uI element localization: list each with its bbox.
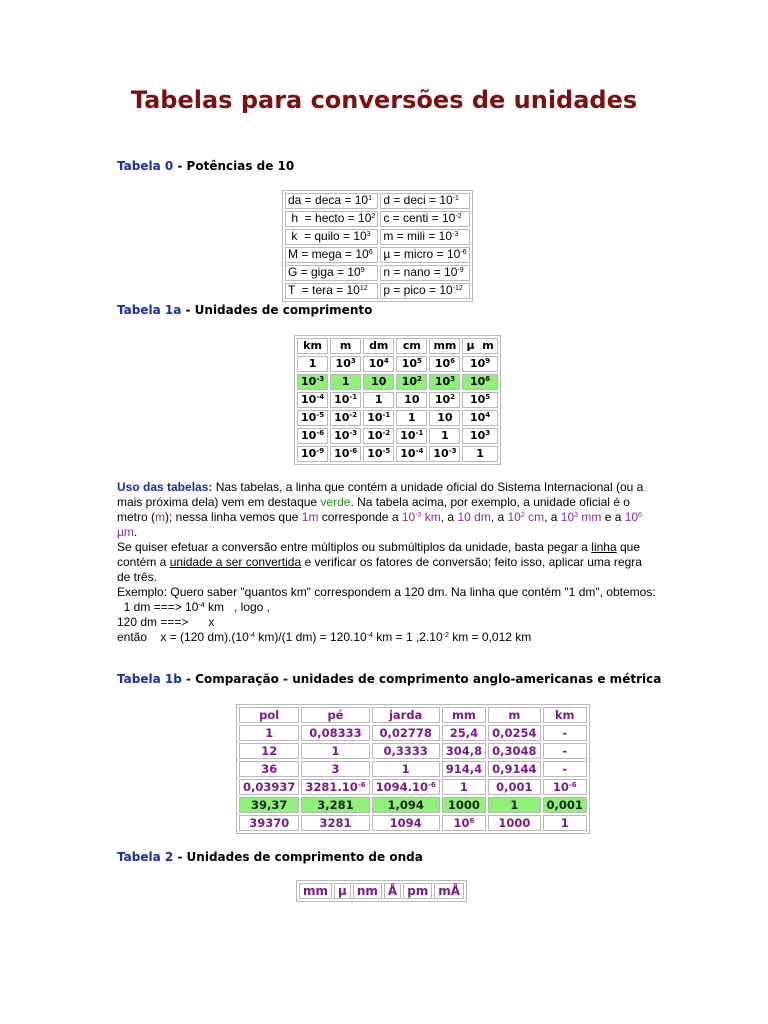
table-cell: 10 xyxy=(363,374,394,390)
table-cell: 1094 xyxy=(372,815,440,831)
table-cell: 0,3048 xyxy=(488,743,540,759)
table-cell: 304,8 xyxy=(442,743,486,759)
table-cell: $10^3$ xyxy=(330,356,361,372)
table-cell: 39,37 xyxy=(239,797,299,813)
table-cell: 0,9144 xyxy=(488,761,540,777)
table-cell: 0,02778 xyxy=(372,725,440,741)
table-cell: T = tera = $10^{12}$ xyxy=(285,283,378,299)
table-cell: 1 xyxy=(297,356,328,372)
unidade-link: unidade a ser convertida xyxy=(169,555,302,569)
table-cell: $10^{-4}$ xyxy=(297,392,328,408)
table2-caption: Tabela 2 - Unidades de comprimento de onda xyxy=(117,850,423,864)
table-cell: $10^6$ xyxy=(462,374,497,390)
table-cell: 1 xyxy=(372,761,440,777)
table-cell: da = deca = $10^1$ xyxy=(285,193,378,209)
table-row xyxy=(285,229,470,245)
table-cell: 3 xyxy=(301,761,369,777)
table-row xyxy=(297,428,498,444)
table-cell: 25,4 xyxy=(442,725,486,741)
table-cell: $10^{-4}$ xyxy=(396,446,427,462)
table-row xyxy=(285,193,470,209)
table-cell: 1 xyxy=(488,797,540,813)
table2-desc: Unidades de comprimento de onda xyxy=(186,850,423,864)
table1a-caption: Tabela 1a - Unidades de comprimento xyxy=(117,303,373,317)
header-cell: mm xyxy=(299,883,332,899)
table-cell: 36 xyxy=(239,761,299,777)
table-cell: $10^{-5}$ xyxy=(363,446,394,462)
table-cell: 0,3333 xyxy=(372,743,440,759)
page-title: Tabelas para conversões de unidades xyxy=(130,86,638,114)
table-cell: $10^2$ xyxy=(429,392,460,408)
header-row xyxy=(239,707,587,723)
table-cell: 1 xyxy=(239,725,299,741)
table-cell: $10^{-5}$ xyxy=(297,410,328,426)
usage-heading: Uso das tabelas: xyxy=(117,480,213,494)
highlighted-row xyxy=(297,374,498,390)
powers-of-ten-table xyxy=(282,190,473,302)
table-cell: 1 xyxy=(543,815,587,831)
header-cell: mÅ xyxy=(434,883,464,899)
table-cell: $3281.10^{-6}$ xyxy=(301,779,369,795)
table-cell: $10^4$ xyxy=(363,356,394,372)
length-units-table xyxy=(294,335,501,465)
table-cell: $10^4$ xyxy=(462,410,497,426)
table-cell: h = hecto = $10^2$ xyxy=(285,211,378,227)
table-row xyxy=(285,283,470,299)
table-cell: 914,4 xyxy=(442,761,486,777)
table-cell: µ = micro = $10^{-6}$ xyxy=(380,247,469,263)
table-row xyxy=(285,265,470,281)
table-cell: 0,0254 xyxy=(488,725,540,741)
table-cell: 3,281 xyxy=(301,797,369,813)
header-cell: jarda xyxy=(372,707,440,723)
table-row xyxy=(239,779,587,795)
table-cell: m = mili = $10^{-3}$ xyxy=(380,229,469,245)
table-cell: - xyxy=(543,743,587,759)
table0-label: Tabela 0 xyxy=(117,159,174,173)
table-cell: $10^{-2}$ xyxy=(330,410,361,426)
header-cell: m xyxy=(488,707,540,723)
table-cell: $10^6$ xyxy=(429,356,460,372)
table-row xyxy=(285,211,470,227)
table-cell: $1094.10^{-6}$ xyxy=(372,779,440,795)
table-cell: 3281 xyxy=(301,815,369,831)
header-cell: km xyxy=(543,707,587,723)
table-cell: 1 xyxy=(330,374,361,390)
header-cell: µ m xyxy=(462,338,497,354)
table-cell: - xyxy=(543,761,587,777)
table-cell: $10^{-1}$ xyxy=(363,410,394,426)
table-cell: 12 xyxy=(239,743,299,759)
table-cell: p = pico = $10^{-12}$ xyxy=(380,283,469,299)
table-row xyxy=(239,743,587,759)
header-cell: m xyxy=(330,338,361,354)
table-cell: $10^{-3}$ xyxy=(330,428,361,444)
table-row xyxy=(239,761,587,777)
table-cell: $10^{-3}$ xyxy=(297,374,328,390)
linha-link: linha xyxy=(591,540,617,554)
header-cell: µ xyxy=(334,883,351,899)
table-cell: $10^{-6}$ xyxy=(297,428,328,444)
table-cell: k = quilo = $10^3$ xyxy=(285,229,378,245)
table-row xyxy=(239,815,587,831)
table-cell: 39370 xyxy=(239,815,299,831)
table-cell: 1 xyxy=(363,392,394,408)
table-cell: 1000 xyxy=(442,797,486,813)
table-cell: 0,03937 xyxy=(239,779,299,795)
wavelength-units-table xyxy=(296,880,467,902)
table1a-desc: Unidades de comprimento xyxy=(194,303,373,317)
table-row xyxy=(297,356,498,372)
verde-word: verde xyxy=(320,495,351,509)
header-row xyxy=(299,883,464,899)
table-cell: $10^5$ xyxy=(396,356,427,372)
table-row xyxy=(285,247,470,263)
table-cell: $10^{-3}$ xyxy=(429,446,460,462)
table-cell: G = giga = $10^9$ xyxy=(285,265,378,281)
table-cell: 1 xyxy=(462,446,497,462)
header-cell: Å xyxy=(384,883,401,899)
example-text: Exemplo: Quero saber "quantos km" correspondem a 120 dm. Na linha que contém "1 dm", obtemos: xyxy=(117,585,656,599)
header-cell: dm xyxy=(363,338,394,354)
table-cell: $10^2$ xyxy=(396,374,427,390)
usage-paragraph: Uso das tabelas: Nas tabelas, a linha que contém a unidade oficial do Sistema Internacional (ou a mais próxima dela) vem em destaque verde. Na tabela acima, por exemplo, a unidade oficial é o metro (m); nessa linha vemos que 1m corresponde a $10^{-3}$ km, a 10 dm, a $10^2$ cm, a $10^3$ mm e a $10^6$ µm. Se quiser efetuar a conversão entre múltiplos ou submúltiplos da unidade, basta pegar a linha que contém a unidade a ser convertida e verificar os fatores de conversão; feito isso, aplicar uma regra de três. Exemplo: Quero saber "quantos km" correspondem a 120 dm. Na linha que contém "1 dm", obtemos: 1 dm ===> $10^{-4}$ km , logo , 120 dm ===> x então x = (120 $dm).(10^{-4}$ km)/(1 $dm) = 120.10^{-4}$ km = 1 $,2.10^{-2}$ km = 0,012 km xyxy=(117,480,656,644)
table-row xyxy=(297,410,498,426)
table-row xyxy=(239,725,587,741)
table-cell: 10 xyxy=(396,392,427,408)
header-row xyxy=(297,338,498,354)
table-cell: $10^6$ xyxy=(442,815,486,831)
table-cell: $10^{-6}$ xyxy=(543,779,587,795)
table-cell: 0,08333 xyxy=(301,725,369,741)
header-cell: pm xyxy=(403,883,432,899)
header-cell: cm xyxy=(396,338,427,354)
header-cell: km xyxy=(297,338,328,354)
table-cell: M = mega = $10^6$ xyxy=(285,247,378,263)
table-cell: 1 xyxy=(429,428,460,444)
table-cell: 1 xyxy=(301,743,369,759)
header-cell: pé xyxy=(301,707,369,723)
table-cell: 0,001 xyxy=(543,797,587,813)
table-cell: $10^5$ xyxy=(462,392,497,408)
table-cell: 10 xyxy=(429,410,460,426)
table-cell: 1 xyxy=(396,410,427,426)
table-cell: 1000 xyxy=(488,815,540,831)
table0-caption: Tabela 0 - Potências de 10 xyxy=(117,159,295,173)
table-cell: 0,001 xyxy=(488,779,540,795)
table-cell: $10^{-6}$ xyxy=(330,446,361,462)
table-cell: $10^3$ xyxy=(429,374,460,390)
table-cell: c = centi = $10^{-2}$ xyxy=(380,211,469,227)
table1a-label: Tabela 1a xyxy=(117,303,182,317)
table-cell: d = deci = $10^{-1}$ xyxy=(380,193,469,209)
table-row xyxy=(297,446,498,462)
table0-desc: Potências de 10 xyxy=(186,159,295,173)
table-cell: $10^{-1}$ xyxy=(396,428,427,444)
table-cell: $10^{-1}$ xyxy=(330,392,361,408)
table-cell: $10^{-9}$ xyxy=(297,446,328,462)
table-cell: $10^{-2}$ xyxy=(363,428,394,444)
table-cell: - xyxy=(543,725,587,741)
table2-label: Tabela 2 xyxy=(117,850,174,864)
table-cell: $10^9$ xyxy=(462,356,497,372)
table-cell: 1,094 xyxy=(372,797,440,813)
table1b-label: Tabela 1b xyxy=(117,672,182,686)
table-cell: 1 xyxy=(442,779,486,795)
header-cell: mm xyxy=(442,707,486,723)
header-cell: mm xyxy=(429,338,460,354)
table1b-desc: Comparação - unidades de comprimento anglo-americanas e métrica xyxy=(195,672,662,686)
table-row xyxy=(297,392,498,408)
table-cell: n = nano = $10^{-9}$ xyxy=(380,265,469,281)
highlighted-row xyxy=(239,797,587,813)
header-cell: pol xyxy=(239,707,299,723)
header-cell: nm xyxy=(353,883,382,899)
anglo-metric-table xyxy=(236,704,590,834)
table-cell: $10^3$ xyxy=(462,428,497,444)
table1b-caption: Tabela 1b - Comparação - unidades de comprimento anglo-americanas e métrica xyxy=(117,672,662,686)
